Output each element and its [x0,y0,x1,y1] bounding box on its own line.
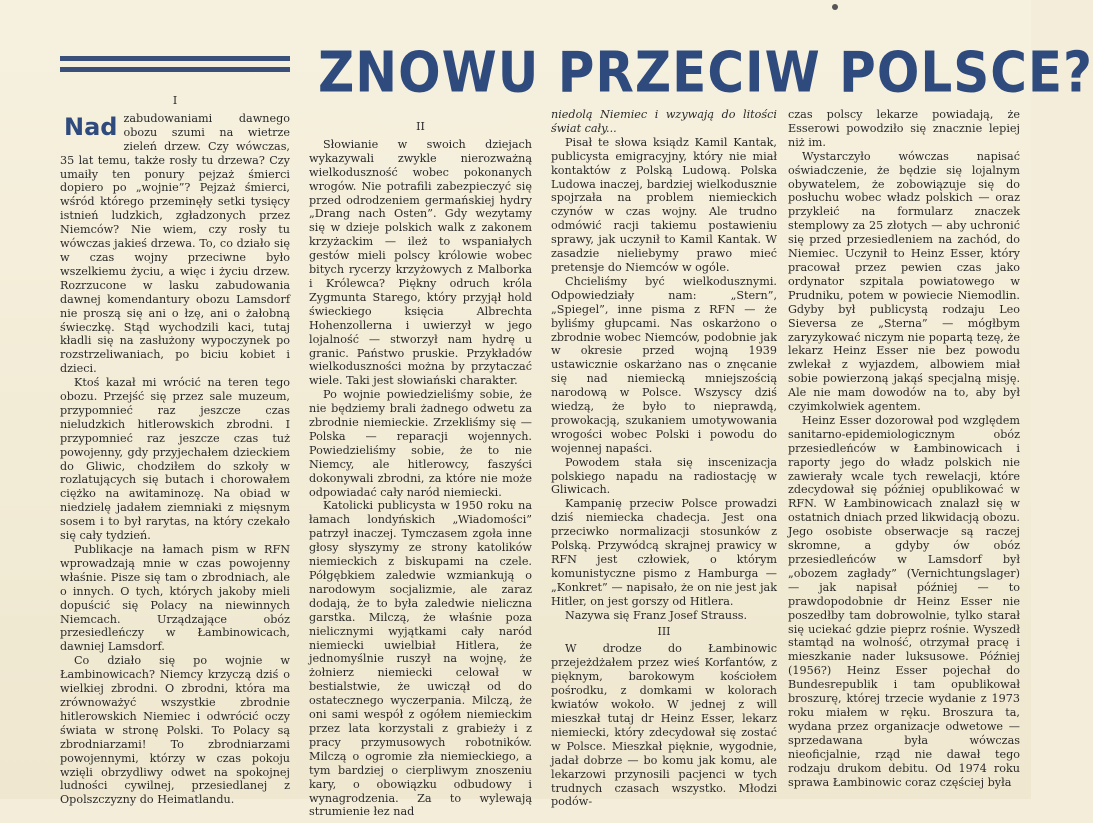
paragraph: Co działo się po wojnie w Łambinowicach? Niemcy krzyczą dziś o wielkiej zbrodni. O zbrodni, która ma zrównoważyć wszystkie zbrodnie hitlerowskich Niemiec i odwrócić oczy świata w stronę Polski. To Polacy są zbrodniarzami! To zbrodniarzami powojennymi, którzy w czas pokoju wzięli obrzydliwy odwet na spokojnej ludności cywilnej, przesiedlanej z Opolszczyzny do Heimatlandu. [60,654,290,807]
drop-cap: Nad [64,112,118,141]
paragraph: Katolicki publicysta w 1950 roku na łamach londyńskich „Wiadomości” patrzył inaczej. Tymczasem zgoła inne głosy słyszymy ze strony katolików niemieckich z biskupami na czele. Półgębkiem zaledwie wzmiankują o narodowym socjalizmie, ale zaraz dodają, że to była zaledwie nieliczna garstka. Milczą, że właśnie poza nielicznymi wyjątkami cały naród niemiecki uwielbiał Hitlera, że jednomyślnie ruszył na wojnę, że żołnierz niemiecki celował w bestialstwie, że uwiczął od do ostatecznego wyczerpania. Milczą, że oni sami wespół z ogółem niemieckim przez lata korzystali z grabieży i z pracy przymusowych robotników. Milczą o ogromie zła niemieckiego, a tym bardziej o cierpliwym znoszeniu kary, o obowiązku odbudowy i wynagrodzenia. Za to wylewają strumienie łez nad [309,499,532,819]
paragraph: Wystarczyło wówczas napisać oświadczenie, że będzie się lojalnym obywatelem, że zobowiązuje się do posłuchu wobec władz polskich — oraz przykleić na formularz znaczek stemplowy za 25 złotych — aby uchronić się przed przesiedleniem na zachód, do Niemiec. Uczynił to Heinz Esser, który pracował przez pewien czas jako ordynator szpitala powiatowego w Prudniku, potem w powiecie Niemodlin. Gdyby był publicystą rodzaju Leo Sieversa ze „Sterna” — mógłbym zaryzykować niczym nie popartą tezę, że lekarz Heinz Esser nie bez powodu zwlekał z wyjazdem, albowiem miał sobie powierzoną jakąś specjalną misję. Ale nie mam dowodów na to, aby był czyimkolwiek agentem. [788,149,1020,414]
paragraph-lead [60,112,290,376]
paragraph: Słowianie w swoich dziejach wykazywali zwykle nierozważną wielkoduszność wobec pokonanych wrogów. Nie potrafili zabezpieczyć się przed odrodzeniem germańskiej hydry „Drang nach Osten”. Gdy wezytamy się w dzieje polskich walk z zakonem krzyżackim — ileż to wspaniałych gestów mieli polscy królowie wobec bitych rycerzy krzyżowych z Malborka i Królewca? Piękny odruch króla Zygmunta Starego, który przyjął hold świeckiego księcia Albrechta Hohenzollerna i uwierzył w jego lojalność — stworzył nam hydrę u granic. Państwo pruskie. Przykładów wielkoduszności można by przytaczać wiele. Taki jest słowiański charakter. [309,137,532,388]
article-column-3 [551,108,777,813]
paragraph: Heinz Esser dozorował pod względem sanitarno-epidemiologicznym obóz przesiedleńców w Łambinowicach i raporty jego do władz polskich nie zawierały wcale tych rewelacji, które zdecydował się później opublikować w RFN. W Łambinowicach znalazł się w ostatnich dniach przed likwidacją obozu. Jego osobiste obserwacje są raczej skromne, a gdyby ów obóz przesiedleńców w Lamsdorf był „obozem zagłady” (Vernichtungslager) — jak napisał później — to prawdopodobnie dr Heinz Esser nie poszedłby tam dobrowolnie, tylko starał się uciekać gdzie pieprz rośnie. Wyszedł stamtąd na wolność, otrzymał pracę i mieszkanie nader luksusowe. Później (1956?) Heinz Esser pojechał do Bundesrepublik i tam opublikował broszurę, której trzecie wydanie z 1973 roku miałem w ręku. Broszura ta, wydana przez organizacje odwetowe — sprzedawana była wówczas nieoficjalnie, rząd nie dawał tego rodzaju drukom debitu. Od 1974 roku sprawa Łambinowic coraz częściej była [788,413,1020,789]
paragraph: Publikacje na łamach pism w RFN wprowadzają mnie w czas powojenny właśnie. Pisze się tam o zbrodniach, ale o innych. O tych, których jakoby mieli dopuścić się Polacy na niewinnych Niemcach. Urządzające obóz przesiedleńczy w Łambinowicach, dawniej Lamsdorf. [60,543,290,654]
paragraph: Po wojnie powiedzieliśmy sobie, że nie będziemy brali żadnego odwetu za zbrodnie niemieckie. Zrzekliśmy się — Polska — reparacji wojennych. Powiedzieliśmy sobie, że to nie Niemcy, ale hitlerowcy, faszyści dokonywali zbrodni, za które nie może odpowiadać cały naród niemiecki. [309,388,532,499]
paragraph: Pisał te słowa ksiądz Kamil Kantak, publicysta emigracyjny, który nie miał kontaktów z Polską Ludową. Polska Ludowa inaczej, bardziej wielkodusznie spojrzała na problem niemieckich czynów w czas wojny. Ale trudno odmówić racji takiemu postawieniu sprawy, jak uczynił to Kamil Kantak. W zasadzie nieliebymy prawo mieć pretensje do Niemców w ogóle. [551,135,777,274]
headline-rules [60,56,290,72]
rule-bottom [60,67,290,72]
paragraph: niedolą Niemiec i wzywają do litości świat cały... [551,108,777,135]
print-dot [832,4,838,10]
section-number: III [657,624,671,638]
section-number: II [416,120,425,133]
article-column-2 [309,118,532,823]
paragraph: czas polscy lekarze powiadają, że Esserowi powodziło się znacznie lepiej niż im. [788,108,1020,149]
paragraph: Powodem stała się inscenizacja polskiego napadu na radiostację w Gliwicach. [551,455,777,497]
paragraph-text: zabudowaniami dawnego obozu szumi na wietrze zieleń drzew. Czy wówczas, 35 lat temu, także rosły tu drzewa? Czy umaiły ten ponury pejzaż śmierci dopiero po „wojnie”? Pejzaż śmierci, wśród którego przeminęły setki tysięcy istnień ludzkich, zgładzonych przez Niemców? Nie wiem, czy rosły tu wówczas jakieś drzewa. To, co działo się w czas wojny przeciwne było wszelkiemu życiu, a więc i życiu drzew. Rozrzucone w lasku zabudowania dawnej komendantury obozu Lamsdorf nie proszą się ani o łzę, ani o żałobną świeczkę. Stąd wychodzili kaci, tutaj kładli się na zasłużony wypoczynek po rozstrzeliwaniach, po biciu kobiet i dzieci. [60,111,290,376]
paragraph: Nazywa się Franz Josef Strauss. [565,608,748,622]
paragraph: Kampanię przeciw Polsce prowadzi dziś niemiecka chadecja. Jest ona przeciwko normalizacji stosunków z Polską. Przywódcą skrajnej prawicy w RFN jest człowiek, o którym komunistyczne pismo z Hamburga — „Konkret” — napisało, że on nie jest jak Hitler, on jest gorszy od Hitlera. [551,497,777,608]
paragraph: Chcieliśmy być wielkodusznymi. Odpowiedziały nam: „Stern”, „Spiegel”, inne pisma z RFN — że byliśmy głupcami. Nas oskarżono o zbrodnie wobec Niemców, podobnie jak w okresie przed wojną 1939 ustawicznie oskarżano nas o znęcanie się nad niemiecką mniejszością narodową w Polsce. Wszyscy dziś wiedzą, że było to nieprawdą, prowokacją, szukaniem umotywowania wrogości wobec Polski i powodu do wojennej napaści. [551,274,777,455]
rule-top [60,56,290,61]
article-column-4 [788,108,1020,813]
paragraph: Ktoś kazał mi wrócić na teren tego obozu. Przejść się przez sale muzeum, przypomnieć raz jeszcze czas nieludzkich hitlerowskich zbrodni. I przypomnieć raz jeszcze czas tuż powojenny, gdy przyjechałem dzieckiem do Gliwic, chodziłem do szkoły w rozlatujących się butach i chorowałem ciężko na awitaminozę. Na obiad w niedzielę jadałem ziemniaki z mięsnym sosem i to był rarytas, na który czekało się cały tydzień. [60,376,290,543]
paragraph: W drodze do Łambinowic przejeżdżałem przez wieś Korfantów, z pięknym, barokowym kościołem pośrodku, z domkami w kolorach kwiatów wokoło. W jednej z will mieszkał tutaj dr Heinz Esser, lekarz niemiecki, który zdecydował się zostać w Polsce. Mieszkał pięknie, wygodnie, jadał dobrze — bo komu jak komu, ale lekarzowi przynosili pacjenci w tych trudnych czasach wszystko. Młodzi podów- [551,642,777,809]
article-column-1 [60,92,290,807]
article-title: ZNOWU PRZECIW POLSCE? [318,40,1093,105]
section-number: I [172,94,178,107]
